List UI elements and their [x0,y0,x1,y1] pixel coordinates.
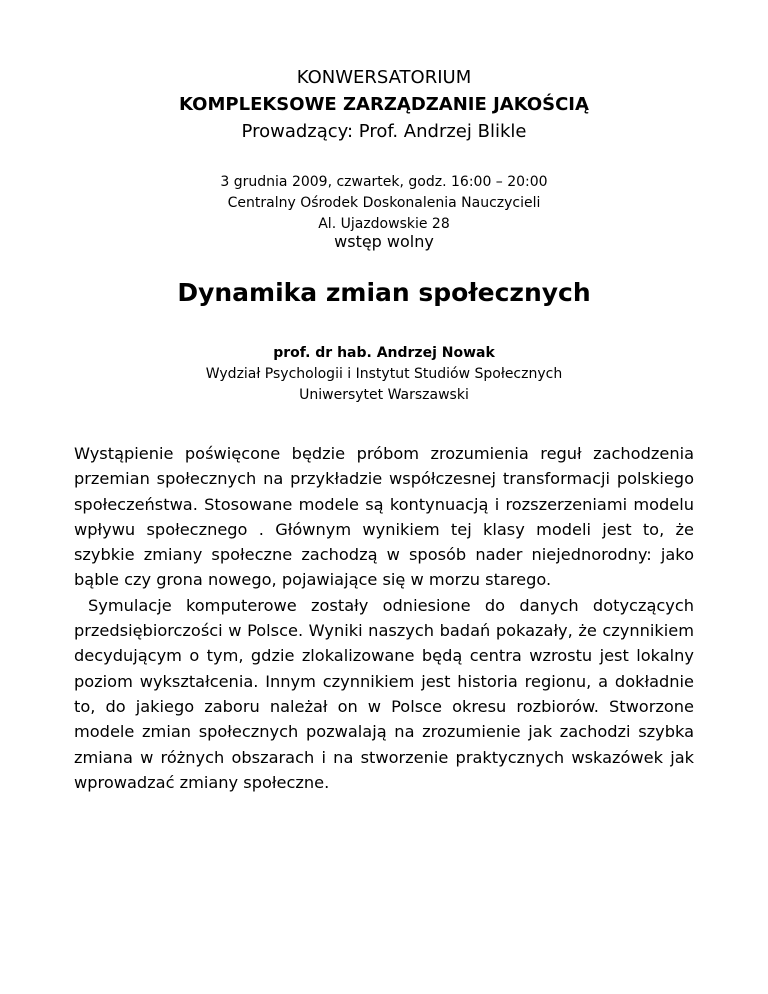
speaker-name: prof. dr hab. Andrzej Nowak [273,345,495,361]
event-venue: Centralny Ośrodek Doskonalenia Nauczycieli [227,195,541,211]
talk-title: Dynamika zmian społecznych [177,278,591,307]
speaker-affiliation [0,364,768,406]
affiliation-line-2: Uniwersytet Warszawski [299,387,469,403]
abstract-paragraph-2: Symulacje komputerowe zostały odniesione do danych dotyczących przedsiębiorczości w Polsce. Wyniki naszych badań pokazały, że czynnikiem decydującym o tym, gdzie zlokalizowane będą centra wzrostu jest lokalny poziom wykształcenia. Innym czynnikiem jest historia regionu, a dokładnie to, do jakiego zaboru należał on w Polsce okresu rozbiorów. Stworzone modele zmian społecznych pozwalają na zrozumienie jak zachodzi szybka zmiana w różnych obszarach i na stworzenie praktycznych wskazówek jak wprowadzać zmiany społeczne. [74,595,694,792]
series-title: KOMPLEKSOWE ZARZĄDZANIE JAKOŚCIĄ [179,94,589,115]
entry-note: wstęp wolny [334,232,434,251]
abstract-paragraph-1: Wystąpienie poświęcone będzie próbom zrozumienia reguł zachodzenia przemian społecznych na przykładzie współczesnej transformacji polskiego społeczeństwa. Stosowane modele są kontynuacją i rozszerzeniami modelu wpływu społecznego . Głównym wynikiem tej klasy modeli jest to, że szybkie zmiany społeczne zachodzą w sposób nader niejednorodny: jako bąble czy grona nowego, pojawiające się w morzu starego. [74,444,694,590]
host-line: Prowadzący: Prof. Andrzej Blikle [241,121,527,142]
event-address: Al. Ujazdowskie 28 [318,216,450,232]
affiliation-line-1: Wydział Psychologii i Instytut Studiów Społecznych [205,366,563,382]
abstract [74,441,694,795]
series-label: KONWERSATORIUM [296,67,472,88]
event-details [0,172,768,235]
event-date: 3 grudnia 2009, czwartek, godz. 16:00 – 20:00 [220,174,548,190]
